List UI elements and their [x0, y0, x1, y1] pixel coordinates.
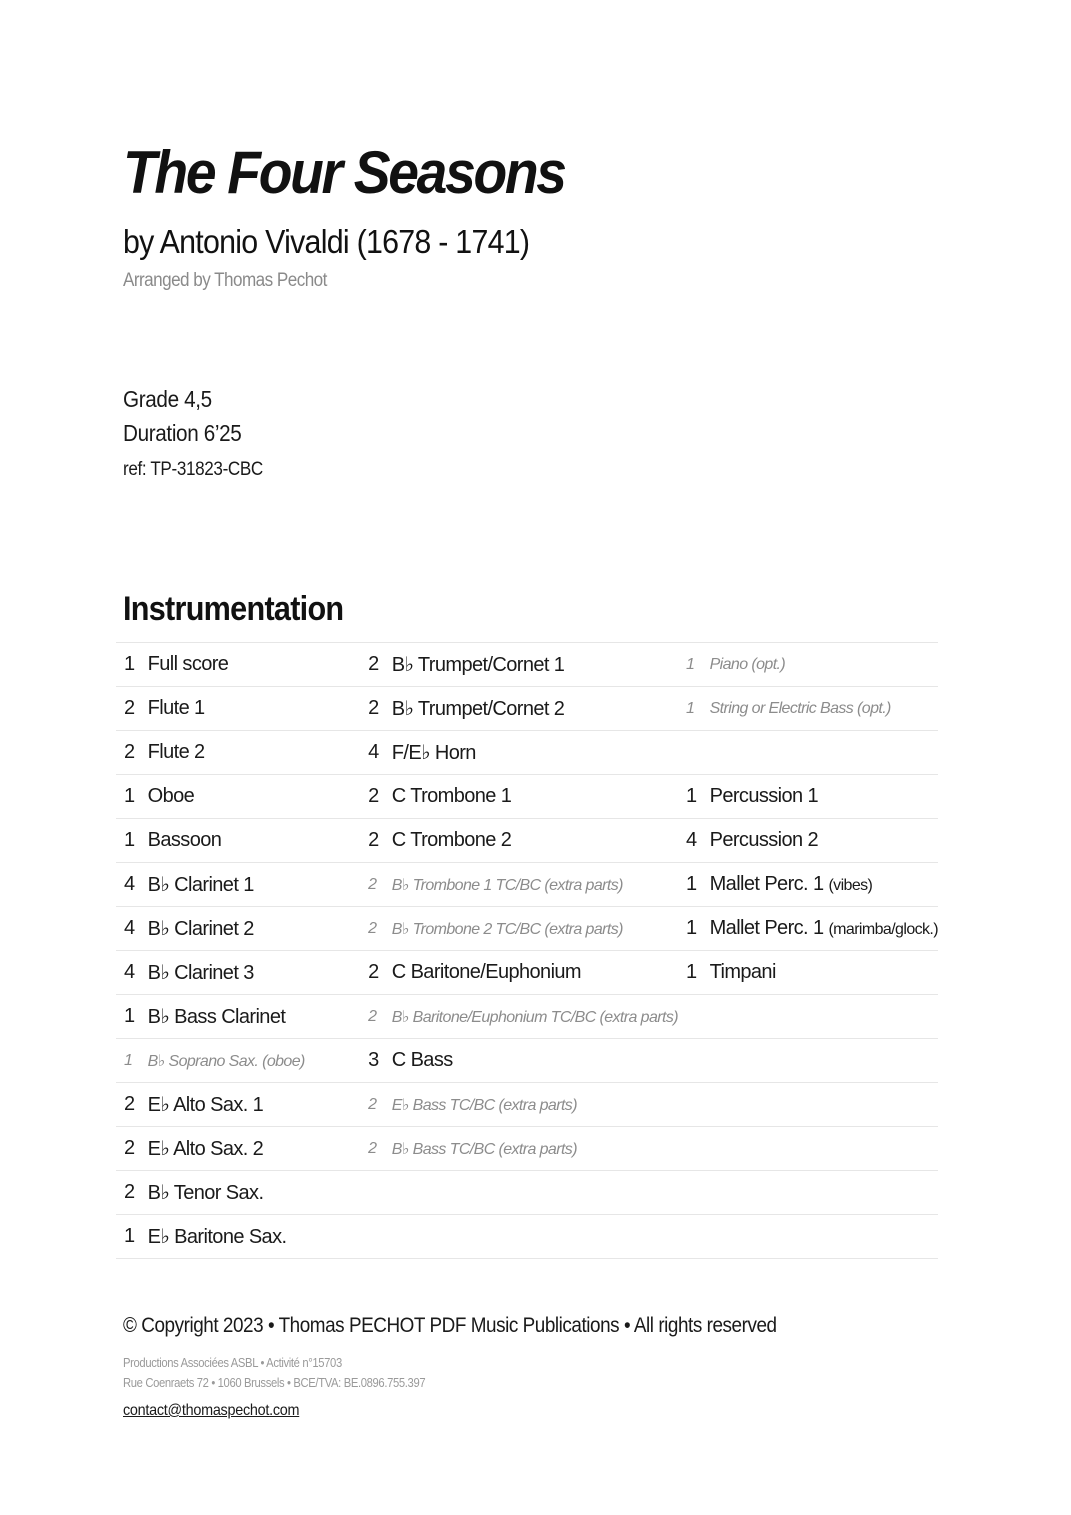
instrumentation-row: [116, 687, 938, 731]
instrument-name-text: Percussion 1: [709, 785, 819, 807]
instrument-name: [392, 1039, 678, 1083]
instrumentation-row: [116, 819, 938, 863]
instrument-name: [392, 951, 678, 995]
instrument-quantity: 1: [678, 687, 710, 731]
instrument-quantity: 4: [116, 863, 148, 907]
instrument-name: [148, 1215, 360, 1259]
instrument-name: [710, 863, 938, 907]
instrument-name: [148, 1171, 360, 1215]
instrument-name-text: C Trombone 1: [391, 785, 512, 807]
instrument-quantity: [678, 1083, 710, 1127]
instrument-name-text: Mallet Perc. 1: [709, 873, 824, 895]
instrument-name-text: Flute 1: [147, 697, 205, 719]
instrument-quantity: 1: [678, 775, 710, 819]
instrument-name-text: Percussion 2: [709, 829, 819, 851]
instrument-name: [392, 819, 678, 863]
duration-text: Duration 6’25: [123, 420, 242, 446]
instrument-name: [148, 863, 360, 907]
instrument-name: [148, 643, 360, 687]
instrument-quantity: 1: [678, 643, 710, 687]
instrument-name: [710, 643, 938, 687]
instrument-name: [710, 1215, 938, 1259]
instrument-name: [148, 951, 360, 995]
instrument-quantity: 1: [678, 907, 710, 951]
instrument-name-text: Oboe: [147, 785, 195, 807]
instrument-note: (marimba/glock.): [828, 921, 938, 938]
instrument-name-text: B♭ Trumpet/Cornet 1: [391, 654, 565, 676]
instrument-name-text: B♭ Trombone 2 TC/BC (extra parts): [391, 920, 623, 938]
instrumentation-row: [116, 643, 938, 687]
contact-email-link[interactable]: contact@thomaspechot.com: [123, 1402, 300, 1419]
instrument-quantity: [678, 731, 710, 775]
instrument-quantity: 2: [360, 1127, 392, 1171]
instrument-name: [148, 687, 360, 731]
instrument-name: [392, 1127, 678, 1171]
instrument-name-text: Timpani: [709, 961, 776, 983]
instrument-name: [392, 863, 678, 907]
instrument-name-text: B♭ Tenor Sax.: [147, 1182, 264, 1204]
instrument-quantity: [678, 995, 710, 1039]
instrument-name: [392, 1215, 678, 1259]
instrument-name-text: Bassoon: [147, 829, 222, 851]
composer-subtitle: by Antonio Vivaldi (1678 - 1741): [123, 223, 530, 260]
page-title: The Four Seasons: [123, 139, 565, 206]
instrument-quantity: 2: [116, 1127, 148, 1171]
instrument-name-text: B♭ Bass TC/BC (extra parts): [391, 1140, 577, 1158]
instrument-name: [710, 1083, 938, 1127]
instrument-name: [392, 1083, 678, 1127]
instrument-name: [710, 1171, 938, 1215]
instrument-quantity: 2: [360, 863, 392, 907]
instrument-quantity: [360, 1215, 392, 1259]
instrument-quantity: [360, 1171, 392, 1215]
instrument-name: [148, 1039, 360, 1083]
instrument-quantity: 2: [360, 951, 392, 995]
instrument-quantity: 2: [360, 1083, 392, 1127]
instrumentation-row: [116, 907, 938, 951]
instrument-name-text: String or Electric Bass (opt.): [709, 699, 891, 717]
instrument-name-text: B♭ Bass Clarinet: [147, 1006, 286, 1028]
instrument-name: [710, 907, 938, 951]
instrument-name: [710, 995, 938, 1039]
instrument-quantity: 1: [116, 819, 148, 863]
instrument-name-text: Mallet Perc. 1: [709, 917, 824, 939]
instrument-name: [392, 1171, 678, 1215]
instrument-name: [148, 819, 360, 863]
instrumentation-row: [116, 775, 938, 819]
instrument-name-text: B♭ Trumpet/Cornet 2: [391, 698, 565, 720]
instrument-name: [148, 775, 360, 819]
instrument-quantity: [678, 1215, 710, 1259]
instrumentation-row: [116, 1083, 938, 1127]
instrumentation-row: [116, 1127, 938, 1171]
instrument-quantity: 4: [678, 819, 710, 863]
copyright-notice: © Copyright 2023 • Thomas PECHOT PDF Music Publications • All rights reserved: [123, 1314, 777, 1337]
instrument-name: [392, 687, 678, 731]
instrument-name: [148, 1127, 360, 1171]
instrument-name-text: E♭ Alto Sax. 1: [147, 1094, 264, 1116]
instrument-name-text: C Bass: [391, 1049, 453, 1071]
instrument-quantity: 2: [360, 643, 392, 687]
instrument-name-text: E♭ Alto Sax. 2: [147, 1138, 264, 1160]
instrument-name: [148, 1083, 360, 1127]
instrument-quantity: 1: [116, 643, 148, 687]
instrumentation-table: [116, 642, 938, 1259]
instrument-quantity: 1: [116, 1215, 148, 1259]
instrument-name: [392, 775, 678, 819]
instrument-name-text: B♭ Baritone/Euphonium TC/BC (extra parts): [391, 1008, 678, 1026]
instrument-name-text: B♭ Trombone 1 TC/BC (extra parts): [391, 876, 623, 894]
instrument-quantity: 2: [116, 1171, 148, 1215]
score-meta: [123, 382, 278, 490]
organization-info: [123, 1353, 425, 1393]
instrument-name-text: C Baritone/Euphonium: [391, 961, 581, 983]
instrument-name: [710, 687, 938, 731]
grade-text: Grade 4,5: [123, 386, 212, 412]
instrument-quantity: 2: [116, 1083, 148, 1127]
instrumentation-table-body: [116, 643, 938, 1259]
organization-line-1: Productions Associées ASBL • Activité n°15703: [123, 1356, 342, 1370]
instrument-quantity: [678, 1171, 710, 1215]
instrument-quantity: 1: [116, 775, 148, 819]
instrument-quantity: 4: [116, 951, 148, 995]
instrument-quantity: 4: [116, 907, 148, 951]
instrument-name: [710, 819, 938, 863]
instrumentation-row: [116, 1171, 938, 1215]
instrument-name: [710, 731, 938, 775]
instrument-quantity: [678, 1127, 710, 1171]
instrument-name: [710, 951, 938, 995]
instrument-name-text: B♭ Clarinet 1: [147, 874, 254, 896]
instrument-name-text: B♭ Soprano Sax. (oboe): [147, 1052, 305, 1070]
instrument-name: [710, 1127, 938, 1171]
instrument-quantity: 2: [360, 687, 392, 731]
instrumentation-row: [116, 1215, 938, 1259]
instrument-name-text: F/E♭ Horn: [391, 742, 476, 764]
instrument-name: [710, 775, 938, 819]
instrument-quantity: 2: [360, 819, 392, 863]
instrument-quantity: [678, 1039, 710, 1083]
instrument-quantity: 2: [360, 907, 392, 951]
instrument-name: [148, 995, 360, 1039]
instrument-name-text: Piano (opt.): [709, 655, 786, 673]
instrument-name-text: E♭ Bass TC/BC (extra parts): [391, 1096, 577, 1114]
instrumentation-row: [116, 995, 938, 1039]
instrument-name-text: C Trombone 2: [391, 829, 512, 851]
arranger-credit: Arranged by Thomas Pechot: [123, 270, 327, 291]
instrument-quantity: 1: [678, 863, 710, 907]
instrument-note: (vibes): [828, 877, 873, 894]
reference-text: ref: TP-31823-CBC: [123, 459, 263, 480]
instrument-name-text: E♭ Baritone Sax.: [147, 1226, 287, 1248]
instrument-name: [148, 907, 360, 951]
instrument-quantity: 2: [116, 731, 148, 775]
instrument-quantity: 2: [360, 775, 392, 819]
instrument-quantity: 4: [360, 731, 392, 775]
instrument-name: [710, 1039, 938, 1083]
organization-line-2: Rue Coenraets 72 • 1060 Brussels • BCE/TVA: BE.0896.755.397: [123, 1376, 426, 1390]
instrument-name: [148, 731, 360, 775]
instrument-quantity: 3: [360, 1039, 392, 1083]
instrumentation-heading: Instrumentation: [123, 590, 344, 628]
instrument-name: [392, 907, 678, 951]
instrument-name: [392, 995, 678, 1039]
instrument-quantity: 2: [360, 995, 392, 1039]
instrument-quantity: 2: [116, 687, 148, 731]
instrumentation-row: [116, 951, 938, 995]
instrument-name: [392, 731, 678, 775]
instrument-name-text: B♭ Clarinet 3: [147, 962, 254, 984]
instrumentation-row: [116, 731, 938, 775]
instrument-name: [392, 643, 678, 687]
instrument-quantity: 1: [116, 1039, 148, 1083]
instrumentation-row: [116, 1039, 938, 1083]
instrument-quantity: 1: [678, 951, 710, 995]
instrument-quantity: 1: [116, 995, 148, 1039]
instrument-name-text: Flute 2: [147, 741, 205, 763]
instrument-name-text: Full score: [147, 653, 229, 675]
instrumentation-row: [116, 863, 938, 907]
instrument-name-text: B♭ Clarinet 2: [147, 918, 254, 940]
